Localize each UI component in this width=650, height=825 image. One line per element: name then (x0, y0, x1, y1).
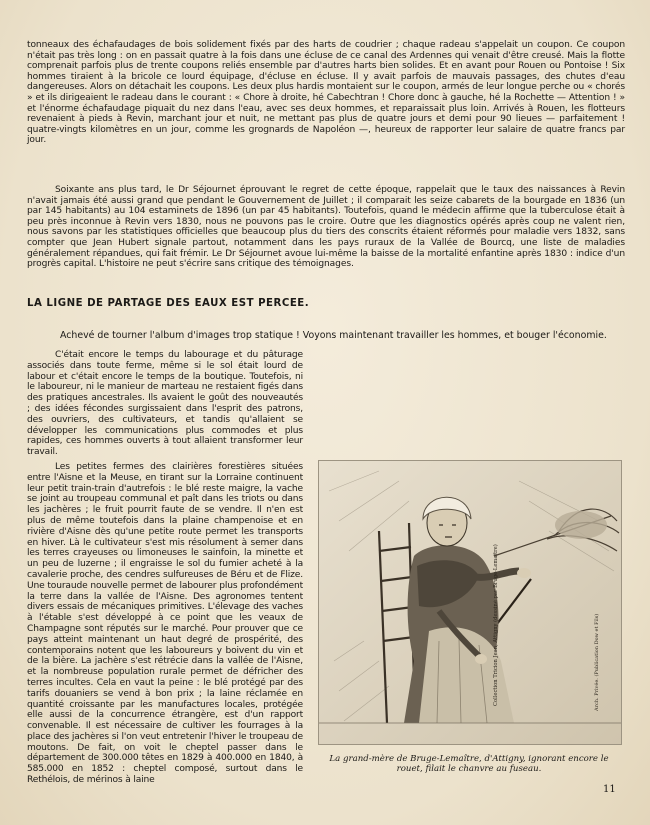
left-text-column (27, 350, 303, 786)
section-intro: Achevé de tourner l'album d'images trop statique ! Voyons maintenant travailler les hommes, et bouger l'économie. (60, 330, 607, 341)
photo-credit-left (491, 516, 507, 706)
inscription-left-text: Collection Tricion Jean, Attigny (dessiné par Bruge-Lemaître) (493, 544, 499, 706)
page-number: 11 (603, 784, 616, 795)
photo-credit-right (592, 601, 606, 711)
spinning-woman-drawing (319, 461, 621, 744)
figure-caption: La grand-mère de Bruge-Lemaître, d'Attigny, ignorant encore le rouet, filait le chanvre au fuseau. (329, 754, 609, 774)
illustration-spinning-woman (318, 460, 622, 745)
body-paragraph-sejournet: Soixante ans plus tard, le Dr Séjournet éprouvant le regret de cette époque, rappelait que le taux des naissances à Revin n'avait jamais été aussi grand que pendant le Gouvernement de Juillet ; il comparait les seize cabarets de la bourgade en 1836 (un par 145 habitants) au 104 estaminets de 1896 (un par 45 habitants). Toutefois, quand le médecin affirme que la tuberculose était à peu près inconnue à Revin vers 1830, nous ne pouvons pas le croire. Outre que les diagnostics opérés après coup ne valent rien, nous savons par les statistiques officielles que beaucoup plus du tiers des conscrits étaient réformés pour maladie vers 1832, sans compter que Jean Hubert signale partout, notamment dans les pays ruraux de la Vallée de Bourcq, une liste de maladies généralement répandues, qui fait frémir. Le Dr Séjournet avoue lui-même la baisse de la mortalité enfantine après 1830 : indice d'un progrès capital. L'histoire ne peut s'écrire sans critique des témoignages. (27, 185, 625, 270)
body-paragraph-flotteurs: tonneaux des échafaudages de bois solidement fixés par des harts de coudrier ; chaque radeau s'appelait un coupon. Ce coupon n'était pas très long : on en passait quatre à la fois dans une écluse de ce canal des Ardennes qui venait d'être creusé. Mais la flotte comprenait parfois plus de trente coupons reliés ensemble par d'autres harts bien solides. Et en avant pour Rouen ou Pontoise ! Six hommes tiraient à la bricole ce lourd équipage, d'écluse en écluse. Il y avait parfois de mauvais passages, des chutes d'eau dangereuses. Alors on détachait les coupons. Les deux plus hardis montaient sur le coupon, armés de leur longue perche ou « chorés » et ils dirigeaient le radeau dans le courant : « Chore à droite, hé Cabechtran ! Chore donc à gauche, hé la Rochette — Attention ! » et l'énorme échafaudage piquait du nez dans l'eau, avec ses deux hommes, et reparaissait plus loin. Arrivés à Rouen, les flotteurs revenaient à pieds à Revin, marchant jour et nuit, ne mettant pas plus de quatre jours et demi pour 90 lieues — parfaitement ! quatre-vingts kilomètres en un jour, comme les grognards de Napoléon —, heureux de rapporter leur salaire de quatre francs par jour. (27, 40, 625, 146)
inscription-right-text: Arch. Privée. (Publication Dow et Fils) (594, 613, 600, 711)
column-paragraph-labourage: C'était encore le temps du labourage et du pâturage associés dans toute ferme, même si le sol était lourd de labour et c'était encore le temps de la boutique. Toutefois, ni le laboureur, ni le manieur de marteau ne restaient figés dans des pratiques ancestrales. Ils avaient le goût des nouveautés ; des idées fécondes surgissaient dans l'esprit des patrons, des ouvriers, des cultivateurs, et tandis qu'allaient se développer les communications plus commodes et plus rapides, ces hommes ouverts à tout allaient transformer leur travail. (27, 350, 303, 458)
section-heading: LA LIGNE DE PARTAGE DES EAUX EST PERCEE. (27, 298, 310, 309)
column-paragraph-fermes: Les petites fermes des clairières forestières situées entre l'Aisne et la Meuse, en tirant sur la Lorraine continuent leur petit train-train d'autrefois : le blé reste maigre, la vache se joint au troupeau communal et paît dans les triots ou dans les jachères ; le fruit pourrit faute de se vendre. Il n'en est plus de même toutefois dans la plaine champenoise et en rivière d'Aisne dès qu'une petite route permet les transports en hiver. Là le cultivateur s'est mis résolument à semer dans les terres crayeuses ou limoneuses le sainfoin, la minette et un peu de luzerne ; il engraisse le sol du fumier acheté à la cavalerie proche, des cendres sulfureuses de Béru et de Flize. Une touraude nouvelle permet de labourer plus profondément la terre dans la vallée de l'Aisne. Des agronomes tentent divers essais de mécaniques primitives. L'élevage des vaches à l'étable s'est développé à ce point que les veaux de Champagne sont réputés sur le marché. Pour prouver que ce pays atteint maintenant un haut degré de prospérité, des contemporains notent que les laboureurs y boivent du vin et de la bière. La jachère s'est rétrécie dans la vallée de l'Aisne, et la nombreuse population rurale permet de défricher des terres incultes. Cela en vaut la peine : le blé protégé par des tarifs douaniers se vend à bon prix ; la laine réclamée en quantité croissante par les manufactures locales, protégée elle aussi de la concurrence étrangère, est d'un rapport convenable. Il est nécessaire de cultiver les fourrages à la place des jachères si l'on veut entretenir l'hiver le troupeau de moutons. De fait, on voit le cheptel passer dans le département de 300.000 têtes en 1829 à 400.000 en 1840, à 585.000 en 1852 : cheptel composé, surtout dans le Rethélois, de mérinos à laine (27, 461, 303, 786)
